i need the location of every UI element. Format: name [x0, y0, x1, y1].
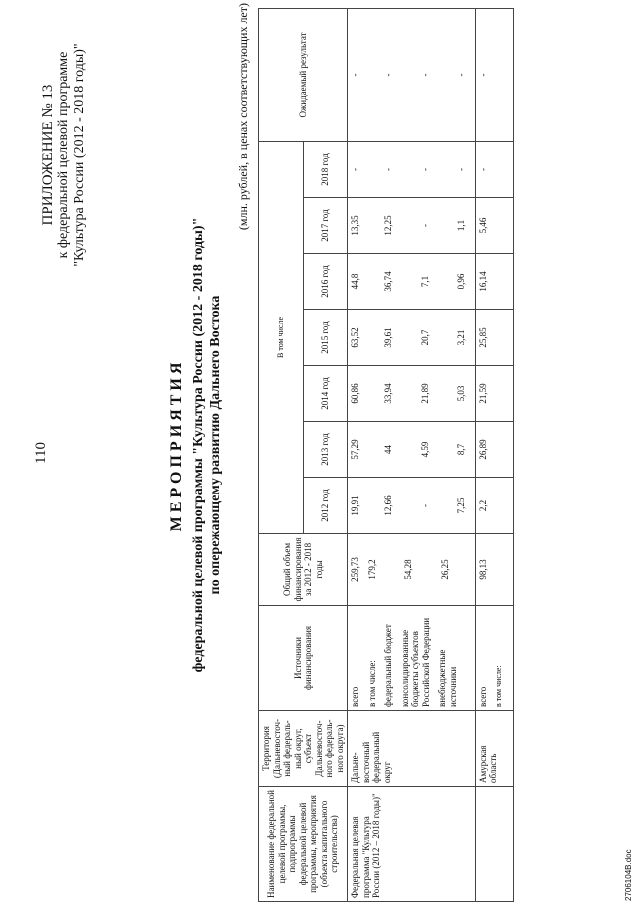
value: - — [383, 73, 393, 77]
col-header-name: Наименование федеральной целевой программы, подпрограммы федеральной целевой программы, мероприятия (объекта капитального строительства) — [259, 787, 348, 902]
col-header-year: 2014 год — [303, 366, 348, 422]
cell-2015 — [348, 310, 476, 366]
col-header-year: 2013 год — [303, 422, 348, 478]
appendix-line-3: "Культура России (2012 - 2018 годы)" — [72, 43, 87, 267]
appendix-header — [40, 25, 88, 285]
header-row — [259, 8, 304, 901]
units-note: (млн. рублей, в ценах соответствующих лет) — [236, 3, 250, 231]
title-line-1: федеральной целевой программы "Культура России (2012 - 2018 годы)" — [191, 217, 206, 673]
value: - — [350, 167, 360, 171]
cell-2012: 2,2 — [475, 478, 513, 534]
col-header-year: 2012 год — [303, 478, 348, 534]
value — [367, 425, 378, 474]
source-line: в том числе: — [366, 660, 377, 707]
value: 33,94 — [383, 383, 393, 404]
value — [367, 313, 378, 362]
cell-2015: 25,85 — [475, 310, 513, 366]
value — [367, 201, 378, 250]
cell-total — [348, 534, 476, 606]
value: 0,96 — [456, 273, 466, 290]
cell-program-name: Федеральная целевая программа "Культура России (2012 – 2018 годы)" — [348, 787, 476, 902]
value — [367, 369, 378, 418]
cell-2018 — [348, 141, 476, 197]
value: 7,1 — [419, 275, 430, 288]
cell-2013 — [348, 422, 476, 478]
page-number: 110 — [33, 442, 49, 464]
value: 1,1 — [456, 219, 466, 232]
value: 57,29 — [350, 439, 360, 460]
value — [367, 257, 378, 306]
appendix-line-1: ПРИЛОЖЕНИЕ № 13 — [40, 84, 56, 226]
cell-2012 — [348, 478, 476, 534]
value: 12,25 — [383, 215, 393, 236]
cell-2018: - — [475, 141, 513, 197]
value: 44 — [383, 445, 393, 454]
value: 5,03 — [456, 385, 466, 402]
cell-2014 — [348, 366, 476, 422]
title-line-2: по опережающему развитию Дальнего Востока — [208, 295, 223, 595]
document-title — [168, 145, 224, 745]
cell-2016: 16,14 — [475, 254, 513, 310]
col-header-including: В том числе — [259, 141, 304, 533]
source-line: внебюджетные источники — [437, 649, 458, 707]
value: 63,52 — [350, 327, 360, 348]
cell-territory: Дальне-восточный федеральный округ — [348, 711, 476, 787]
value: 20,7 — [419, 329, 430, 346]
value: 7,25 — [456, 497, 466, 514]
cell-2014: 21,59 — [475, 366, 513, 422]
value: 36,74 — [383, 271, 393, 292]
cell-total: 98,13 — [475, 534, 513, 606]
value: 13,35 — [350, 215, 360, 236]
value: 179,2 — [366, 559, 377, 580]
cell-2017: 5,46 — [475, 198, 513, 254]
value: - — [383, 167, 393, 171]
footer-filename: 2706104В.doc — [624, 849, 633, 901]
value: 54,28 — [403, 559, 413, 580]
col-header-total: Общий объем финансирования за 2012 - 2018 годы — [259, 534, 348, 606]
value: 44,8 — [350, 273, 360, 290]
value: 60,86 — [350, 383, 360, 404]
value: 3,21 — [456, 329, 466, 346]
cell-2016 — [348, 254, 476, 310]
value: - — [456, 73, 466, 77]
measures-table — [258, 8, 514, 902]
value — [367, 145, 378, 194]
source-line: федеральный бюджет — [383, 624, 393, 707]
appendix-line-2: к федеральной целевой программе — [56, 51, 71, 259]
table-row-program — [348, 8, 476, 901]
cell-territory: Амурская область — [475, 711, 513, 787]
cell-result: - — [475, 8, 513, 141]
cell-program-name — [475, 787, 513, 902]
cell-sources — [348, 606, 476, 711]
col-header-year: 2018 год — [303, 141, 348, 197]
table-row-amur — [475, 8, 513, 901]
col-header-year: 2015 год — [303, 310, 348, 366]
value: 21,89 — [419, 383, 430, 404]
value: 39,61 — [383, 327, 393, 348]
value: 4,59 — [419, 441, 430, 458]
value: - — [419, 167, 430, 171]
value: 26,25 — [439, 559, 450, 580]
value: - — [350, 73, 360, 77]
cell-2017 — [348, 198, 476, 254]
col-header-year: 2016 год — [303, 254, 348, 310]
cell-2013: 26,89 — [475, 422, 513, 478]
col-header-territory: Территория (Дальневосточ-ный федераль-ный округ, субъект Дальневосточ-ного федераль-ного округа) — [259, 711, 348, 787]
cell-result — [348, 8, 476, 141]
col-header-year: 2017 год — [303, 198, 348, 254]
value: 12,66 — [383, 495, 393, 516]
value: 19,91 — [350, 495, 360, 516]
value: - — [419, 224, 430, 227]
value: - — [419, 504, 430, 507]
value: 259,73 — [350, 557, 360, 582]
cell-sources — [475, 606, 513, 711]
source-line: в том числе: — [494, 665, 503, 707]
value — [367, 481, 378, 530]
value: 8,7 — [456, 443, 466, 456]
source-line: всего — [350, 686, 360, 707]
value: - — [456, 167, 466, 171]
col-header-result: Ожидаемый результат — [259, 8, 348, 141]
value — [367, 12, 378, 138]
title-heading: МЕРОПРИЯТИЯ — [168, 358, 185, 532]
source-line: консолидированные бюджеты субъектов Российской Федерации — [399, 617, 431, 707]
value: - — [419, 73, 430, 77]
col-header-sources: Источники финансирования — [259, 606, 348, 711]
source-line: всего — [477, 686, 488, 707]
